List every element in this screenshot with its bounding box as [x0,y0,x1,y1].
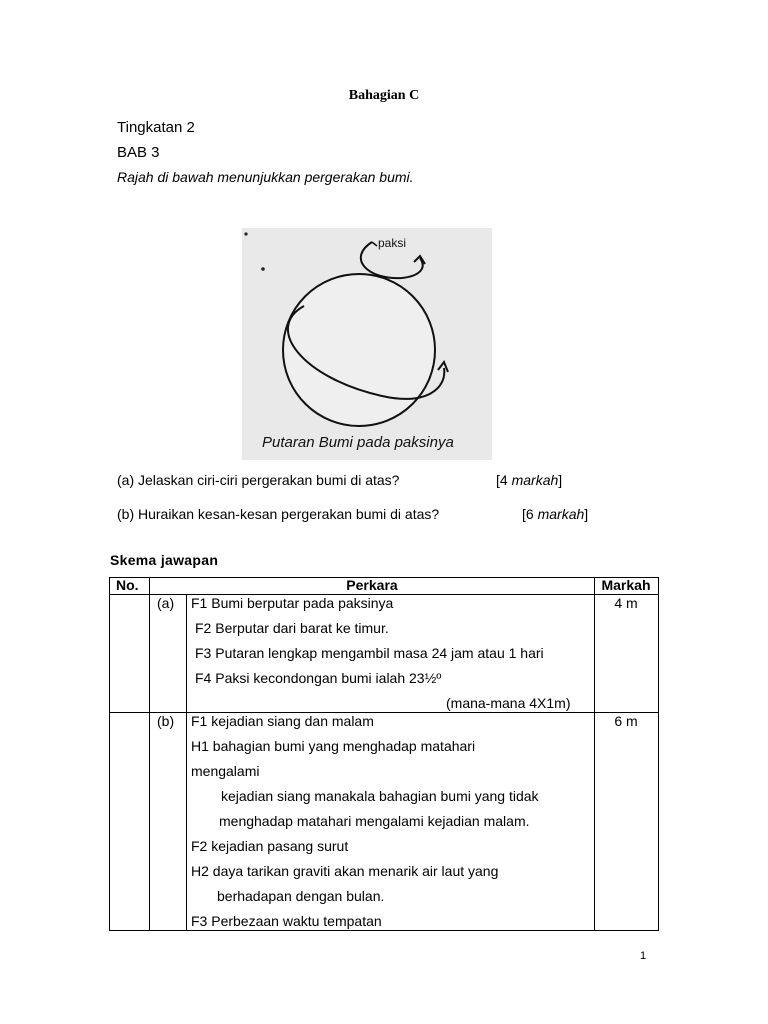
table-border-bottom [109,930,659,931]
part-b-line: H2 daya tarikan graviti akan menarik air laut yang [191,863,499,879]
table-column-divider [594,577,595,931]
chapter-title: BAB 3 [117,144,160,161]
part-a-mark: 4 m [614,595,638,611]
part-b-line: H1 bahagian bumi yang menghadap matahari [191,738,476,754]
header-markah: Markah [601,577,651,593]
header-no: No. [116,577,139,593]
star-dot [244,232,247,235]
question-b: (b) Huraikan kesan-kesan pergerakan bumi di atas? [117,506,440,522]
table-column-divider [149,577,150,931]
part-a-line: F2 Berputar dari barat ke timur. [195,620,389,636]
table-subcolumn-divider [186,594,187,931]
part-a-line: F3 Putaran lengkap mengambil masa 24 jam atau 1 hari [195,645,544,661]
part-b-mark: 6 m [614,713,638,729]
part-a-label: (a) [157,595,175,611]
mark-open: [6 [522,506,538,522]
part-a-line: F1 Bumi berputar pada paksinya [191,595,394,611]
earth-globe [283,274,435,426]
mark-word: markah [537,506,585,522]
header-perkara: Perkara [346,577,398,593]
part-a-note: (mana-mana 4X1m) [446,695,571,711]
intro-text: Rajah di bawah menunjukkan pergerakan bumi. [117,169,414,185]
part-a-line: F4 Paksi kecondongan bumi ialah 23½º [195,670,442,686]
earth-rotation-figure [242,228,492,460]
part-b-line: berhadapan dengan bulan. [217,888,385,904]
form-level: Tingkatan 2 [117,119,195,136]
figure-caption: Putaran Bumi pada paksinya [262,434,454,451]
star-dot [261,267,265,271]
mark-open: [4 [496,472,512,488]
section-title: Bahagian C [348,88,420,103]
part-b-line: F1 kejadian siang dan malam [191,713,374,729]
part-b-line: menghadap matahari mengalami kejadian malam. [219,813,530,829]
table-border-left [109,577,110,931]
question-a-mark [496,472,562,488]
part-b-line: F2 kejadian pasang surut [191,838,349,854]
page-number: 1 [640,950,647,962]
part-b-line: F3 Perbezaan waktu tempatan [191,913,382,929]
scheme-title: Skema jawapan [110,552,219,568]
part-b-label: (b) [157,713,175,729]
mark-word: markah [511,472,559,488]
part-b-line: kejadian siang manakala bahagian bumi yang tidak [221,788,539,804]
axis-label: paksi [378,236,407,250]
table-border-right [658,577,659,931]
part-b-line: mengalami [191,763,260,779]
question-a: (a) Jelaskan ciri-ciri pergerakan bumi di atas? [117,472,400,488]
question-b-mark [522,506,588,522]
mark-close: ] [584,506,589,522]
answer-scheme-table [109,577,659,931]
mark-close: ] [558,472,563,488]
